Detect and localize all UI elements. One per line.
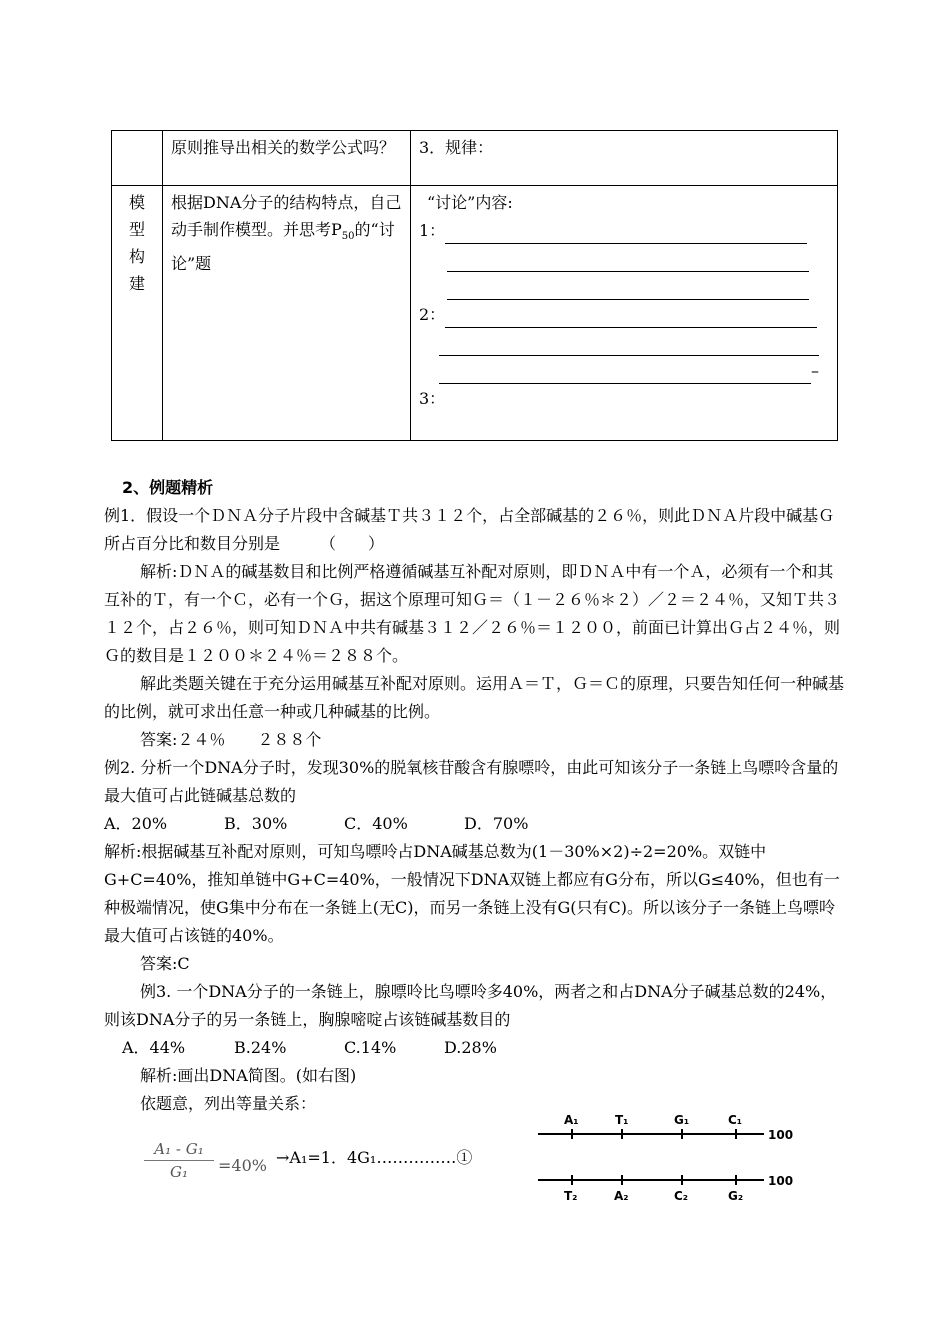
example-2-analysis: 解析:根据碱基互补配对原则，可知鸟嘌呤占DNA碱基总数为(1－30%×2)÷2=20%。双链中G+C=40%，推知单链中G+C=40%，一般情况下DNA双链上都应有G分布，所以G≤40%，但也有一种极端情况，使G集中分布在一条链上(无C)，而另一条链上没有G(只有C)。所以该分子一条链上鸟嘌呤最大值可占该链的40%。: [104, 842, 840, 945]
discussion-line-1: [419, 217, 829, 245]
label-a1: A₁: [564, 1113, 579, 1127]
fraction-denominator: G₁: [170, 1163, 188, 1181]
label-t1: T₁: [615, 1113, 629, 1127]
example-2-answer: 答案:C: [140, 954, 190, 973]
labels: [564, 1113, 793, 1203]
example-1-analysis: 解析:ＤＮＡ的碱基数目和比例严格遵循碱基互补配对原则，即ＤＮＡ中有一个Ａ，必须有一个和其互补的Ｔ，有一个Ｃ，必有一个Ｇ，据这个原理可知Ｇ＝（１－２６％＊２）／２＝２４％，又知Ｔ共３１２个，占２６％，则可知ＤＮＡ中共有碱基３１２／２６％＝１２００，前面已计算出Ｇ占２４％，则Ｇ的数目是１２００＊２４％＝２８８个。: [104, 562, 841, 665]
discussion-line-2: [419, 301, 829, 329]
model-task-text-end: 的“讨论”题: [171, 220, 395, 274]
option-a: A．44%: [122, 1038, 186, 1057]
equation-equals: =40%: [218, 1156, 267, 1175]
option-b: B．30%: [224, 814, 288, 833]
label-t2: T₂: [564, 1189, 578, 1203]
fraction-numerator: A₁ - G₁: [144, 1140, 214, 1161]
blank-line[interactable]: [447, 282, 809, 300]
equation-result: →A₁=1．4G₁……………①: [276, 1148, 473, 1167]
blank-line[interactable]: [445, 226, 807, 244]
example-1-key: 解此类题关键在于充分运用碱基互补配对原则。运用Ａ＝Ｔ，Ｇ＝Ｃ的原理，只要告知任何一种碱基的比例，就可求出任意一种或几种碱基的比例。: [104, 674, 845, 721]
example-2-question: 例2. 分析一个DNA分子时，发现30%的脱氧核苷酸含有腺嘌呤，由此可知该分子一条链上鸟嘌呤含量的最大值可占此链碱基总数的: [104, 758, 839, 805]
design-table: [111, 130, 838, 441]
model-task-text: 根据DNA分子的结构特点，自己动手制作模型。并思考P: [171, 193, 402, 239]
label-char: 型: [128, 220, 145, 239]
dna-diagram: [536, 1108, 801, 1208]
example-2-options: [104, 810, 846, 838]
example-3-options: [104, 1034, 846, 1062]
label-char: 构: [128, 247, 145, 266]
bottom-value: 100: [768, 1174, 794, 1188]
example-3-relation: 依题意，列出等量关系：: [140, 1094, 317, 1113]
section-heading: 2、例题精析: [122, 478, 214, 497]
discussion-line: [419, 329, 829, 357]
label-a2: A₂: [614, 1189, 629, 1203]
option-c: C．40%: [344, 814, 408, 833]
blank-line[interactable]: [447, 254, 809, 272]
option-a: A．20%: [104, 814, 168, 833]
label-c2: C₂: [674, 1189, 689, 1203]
model-build-label: [112, 186, 163, 441]
example-3-analysis: 解析:画出DNA简图。(如右图): [140, 1066, 357, 1085]
discussion-cell: [411, 186, 838, 441]
fraction: [144, 1140, 214, 1181]
option-c: C.14%: [344, 1038, 397, 1057]
blank-line[interactable]: [439, 366, 811, 384]
label-c1: C₁: [728, 1113, 743, 1127]
equation: [140, 1140, 540, 1200]
discussion-line: [419, 273, 829, 301]
discussion-line: [419, 245, 829, 273]
page-subscript: 50: [341, 231, 355, 243]
item-number: 1：: [419, 221, 446, 240]
table-row: [112, 186, 838, 441]
option-d: D.28%: [444, 1038, 497, 1057]
model-task-cell: [163, 186, 411, 441]
option-b: B.24%: [234, 1038, 287, 1057]
label-char: 建: [128, 274, 145, 293]
table-row: [112, 131, 838, 186]
examples-section: [104, 474, 846, 1118]
option-d: D．70%: [464, 814, 529, 833]
table-cell-rule: 3．规律：: [411, 131, 838, 186]
label-g2: G₂: [728, 1189, 744, 1203]
discussion-title: “讨论”内容:: [427, 193, 513, 212]
item-number: 2：: [419, 305, 446, 324]
blank-line[interactable]: [439, 338, 819, 356]
table-cell-question: 原则推导出相关的数学公式吗？: [163, 131, 411, 186]
dash-mark: –: [811, 361, 819, 380]
label-char: 模: [128, 193, 145, 212]
example-3-question: 例3. 一个DNA分子的一条链上，腺嘌呤比鸟嘌呤多40%，两者之和占DNA分子碱基总数的24%，则该DNA分子的另一条链上，胸腺嘧啶占该链碱基数目的: [104, 982, 837, 1029]
top-value: 100: [768, 1128, 794, 1142]
table-cell-empty: [112, 131, 163, 186]
example-1-answer: 答案:２４％ ２８８个: [140, 730, 322, 749]
label-g1: G₁: [674, 1113, 690, 1127]
blank-line[interactable]: [445, 310, 817, 328]
example-1-question: 例1．假设一个ＤＮＡ分子片段中含碱基Ｔ共３１２个，占全部碱基的２６％，则此ＤＮＡ片段中碱基Ｇ所占百分比和数目分别是 （ ）: [104, 506, 835, 553]
discussion-line-3: 3：: [419, 389, 446, 408]
discussion-line: [419, 357, 829, 385]
